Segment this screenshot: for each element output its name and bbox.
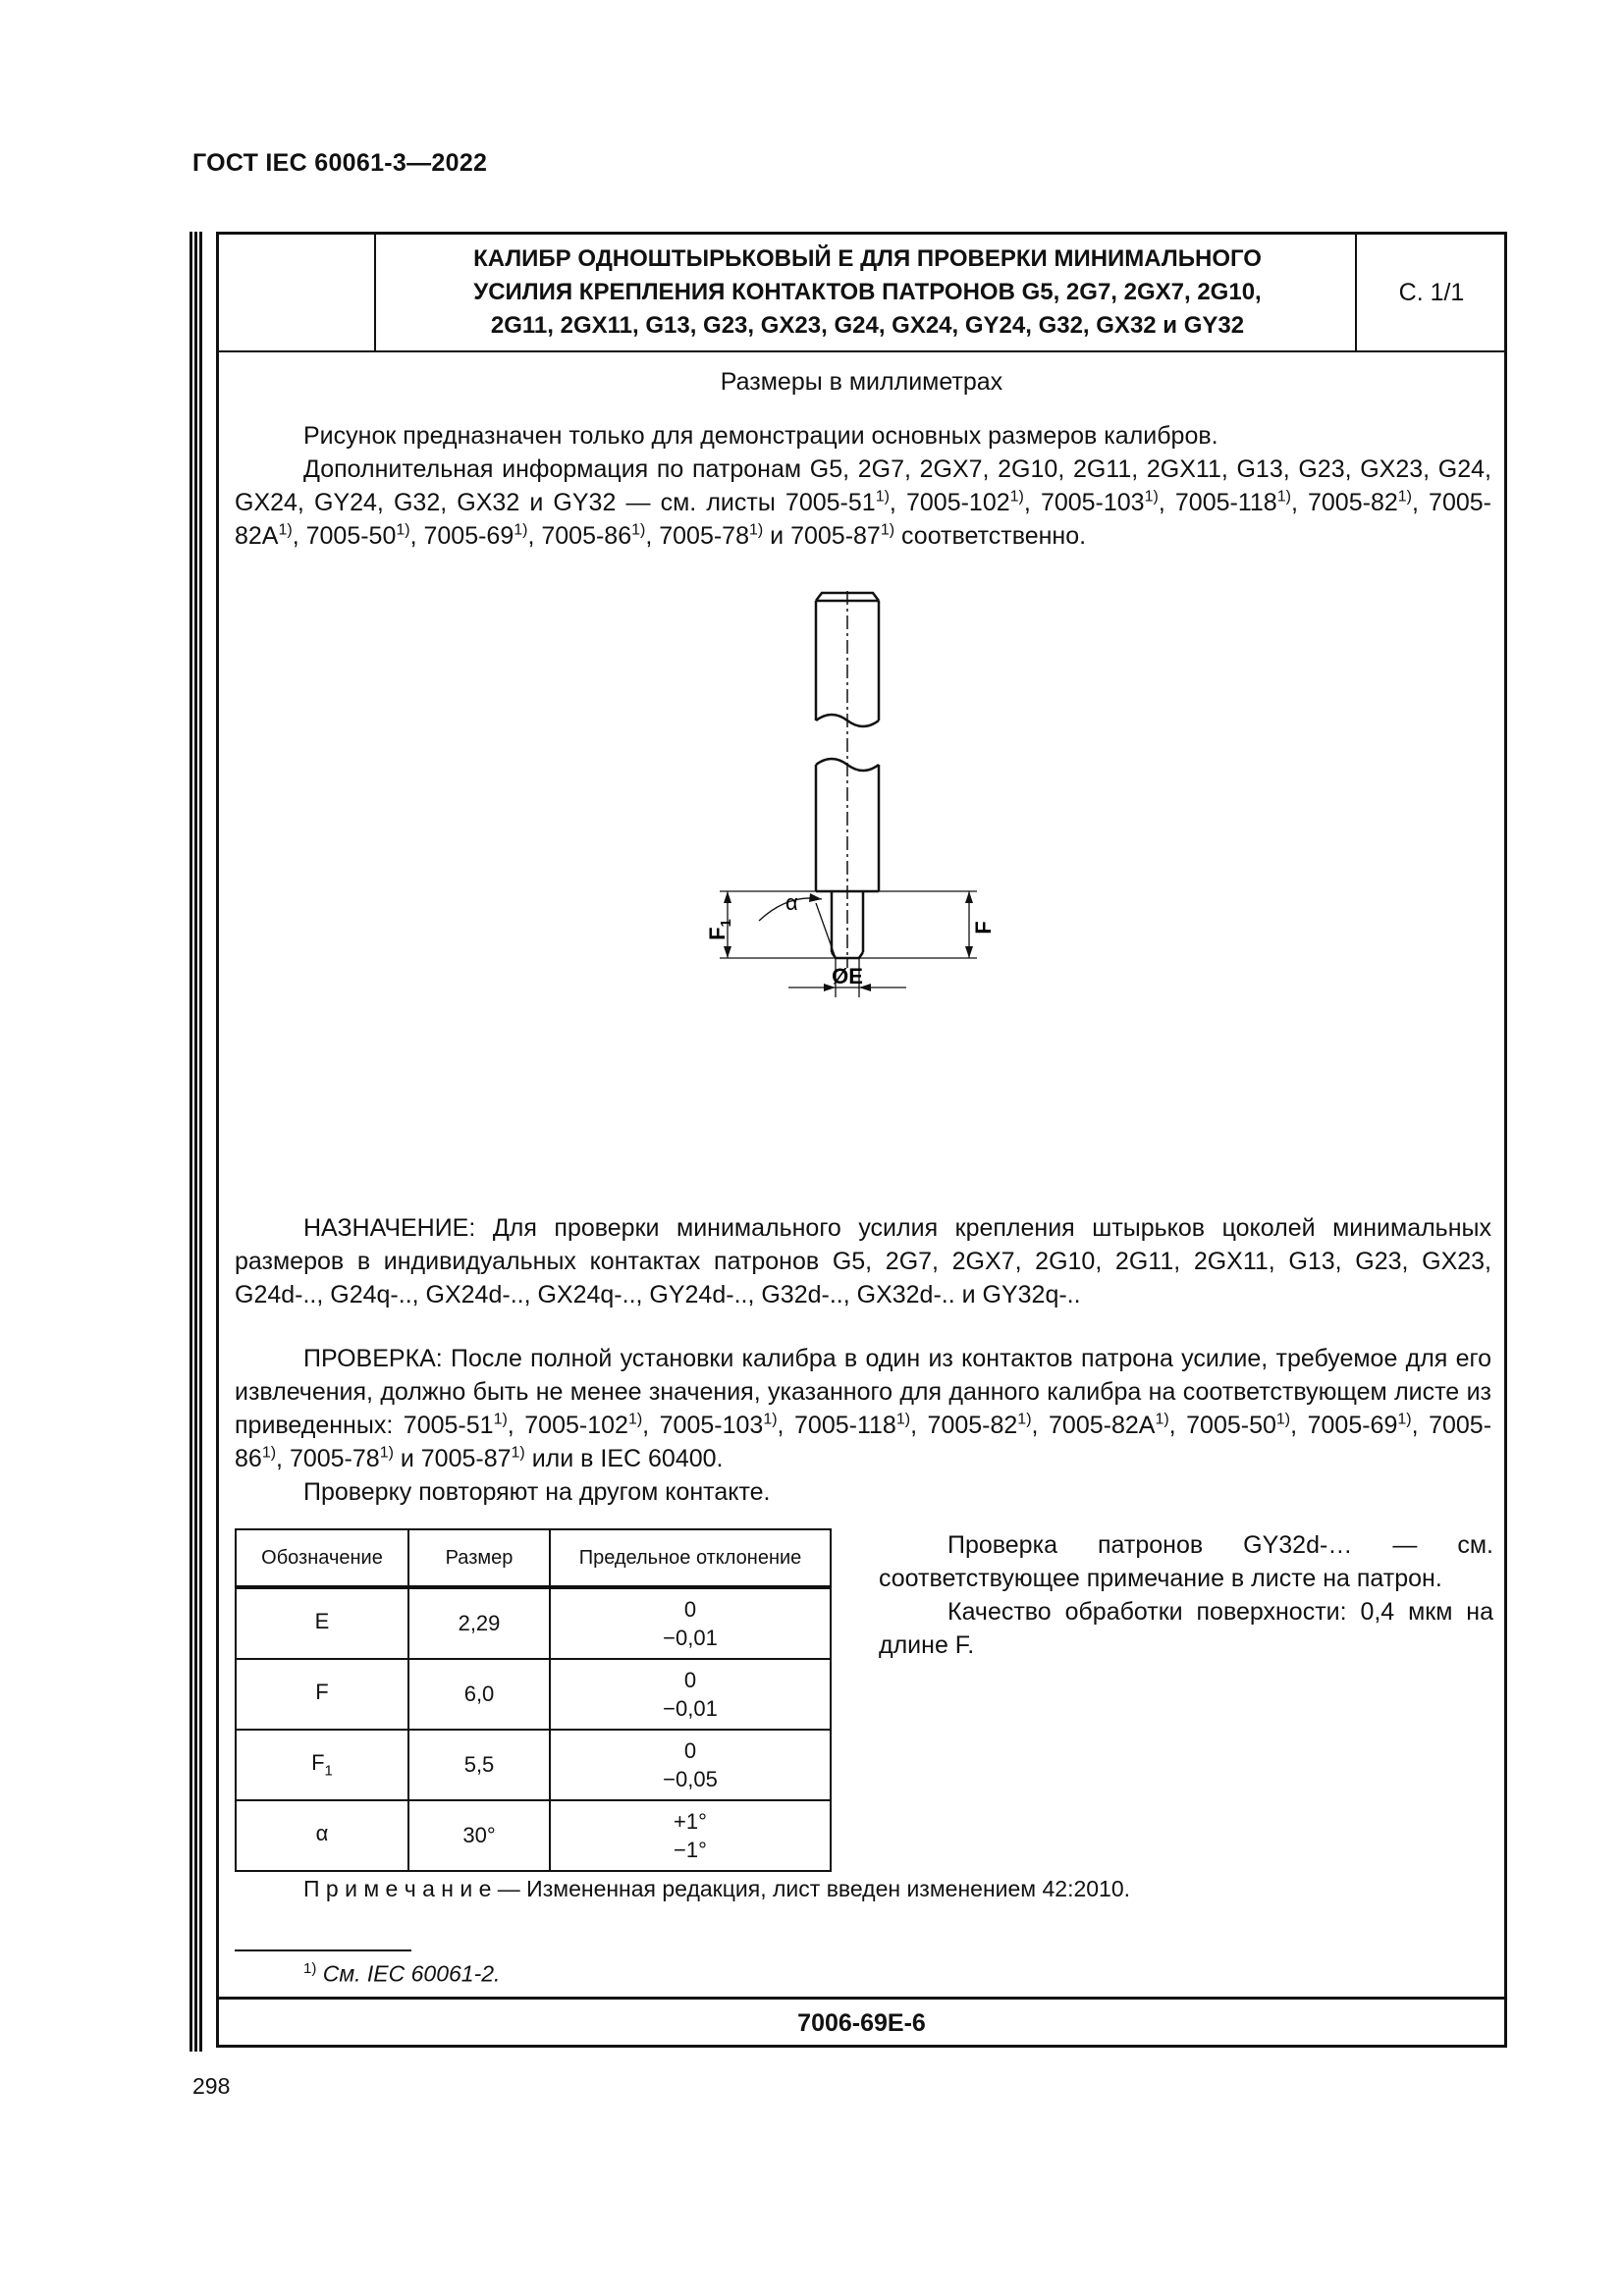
sheet-frame bbox=[216, 232, 1507, 2048]
check-repeat-paragraph: Проверку повторяют на другом контакте. bbox=[303, 1478, 771, 1506]
check-paragraph: ПРОВЕРКА: После полной установки калибра в один из контактов патрона усилие, требуемое для его извлечения, должно быть не менее значения, указанного для данного калибра на соответствующем листе из приведенных: 7005-51$^{1)}$, 7005-102$^{1)}$, 7005-103$^{1)}$, 7005-118$^{1)}$, 7005-82$^{1)}$, $7005-82A^{1)}$, 7005-50$^{1)}$, 7005-69$^{1)}$, 7005-86$^{1)}$, 7005-78$^{1)}$ и 7005-87$^{1)}$ или в IEC 60400. bbox=[235, 1345, 1492, 1472]
gauge-drawing bbox=[690, 593, 1014, 988]
sheet-title-line-2: УСИЛИЯ КРЕПЛЕНИЯ КОНТАКТОВ ПАТРОНОВ G5, 2G7, 2GX7, 2G10, bbox=[473, 279, 1262, 305]
sheet-page-number: С. 1/1 bbox=[1355, 235, 1506, 350]
size-cell: 30° bbox=[408, 1800, 550, 1871]
symbol-cell: α bbox=[236, 1800, 408, 1871]
diameter-e-label: ØE bbox=[832, 964, 863, 988]
table-row bbox=[236, 1587, 831, 1659]
size-cell: 5,5 bbox=[408, 1730, 550, 1800]
symbol-cell: E bbox=[236, 1587, 408, 1659]
sheet-code: 7006-69E-6 bbox=[219, 1997, 1504, 2048]
document-code: ГОСТ IEC 60061-3—2022 bbox=[192, 149, 488, 177]
column-header: Обозначение bbox=[236, 1529, 408, 1587]
side-note-paragraph-1: Проверка патронов GY32d-… — см. соответствующее примечание в листе на патрон. bbox=[879, 1531, 1493, 1592]
f-label bbox=[971, 921, 996, 934]
symbol-cell: F bbox=[236, 1659, 408, 1730]
table-row bbox=[236, 1730, 831, 1800]
footnote: $^{1)}$ См. IEC 60061-2. bbox=[303, 1960, 501, 1987]
size-cell: 2,29 bbox=[408, 1587, 550, 1659]
sheet-title bbox=[376, 235, 1359, 350]
page-number: 298 bbox=[192, 2073, 231, 2099]
footnote-separator bbox=[235, 1949, 411, 1951]
sheet-title-line-3: 2G11, 2GX11, G13, G23, GX23, G24, GX24, GY24, G32, GX32 и GY32 bbox=[490, 312, 1245, 339]
table-header-row bbox=[236, 1529, 831, 1587]
units-caption: Размеры в миллиметрах bbox=[720, 368, 1003, 396]
size-cell: 6,0 bbox=[408, 1659, 550, 1730]
purpose-paragraph: НАЗНАЧЕНИЕ: Для проверки минимального усилия крепления штырьков цоколей минимальных размеров в индивидуальных контактах патронов G5, 2G7, 2GX7, 2G10, 2G11, 2GX11, G13, G23, GX23, G24d-.., G24q-.., GX24d-.., GX24q-.., GY24d-.., G32d-.., GX32d-.. и GY32q-.. bbox=[235, 1214, 1491, 1308]
table-row bbox=[236, 1659, 831, 1730]
dimensions-table bbox=[235, 1528, 832, 1872]
intro-paragraph-1: Рисунок предназначен только для демонстрации основных размеров калибров. bbox=[303, 422, 1218, 450]
tolerance-cell: 0 −0,01 bbox=[550, 1587, 831, 1659]
sheet-title-line-1: КАЛИБР ОДНОШТЫРЬКОВЫЙ E ДЛЯ ПРОВЕРКИ МИНИМАЛЬНОГО bbox=[473, 245, 1262, 272]
title-block bbox=[219, 235, 1504, 352]
tolerance-cell: 0 −0,05 bbox=[550, 1730, 831, 1800]
svg-text:F: F bbox=[971, 921, 996, 934]
column-header: Предельное отклонение bbox=[550, 1529, 831, 1587]
f1-label bbox=[705, 919, 734, 940]
alpha-label: α bbox=[785, 890, 798, 915]
column-header: Размер bbox=[408, 1529, 550, 1587]
tolerance-cell: 0 −0,01 bbox=[550, 1659, 831, 1730]
title-block-left-cell bbox=[219, 235, 376, 350]
intro-paragraph-2: Дополнительная информация по патронам G5, 2G7, 2GX7, 2G10, 2G11, 2GX11, G13, G23, GX23, G24, GX24, GY24, G32, GX32 и GY32 — см. листы 7005-51$^{1)}$, 7005-102$^{1)}$, 7005-103$^{1)}$, 7005-118$^{1)}$, 7005-82$^{1)}$, $7005-82A^{1)}$, 7005-50$^{1)}$, 7005-69$^{1)}$, 7005-86$^{1)}$, 7005-78$^{1)}$ и 7005-87$^{1)}$ соответственно. bbox=[235, 455, 1491, 550]
binding-margin-lines bbox=[189, 232, 203, 2052]
amendment-note: П р и м е ч а н и е — Измененная редакция, лист введен изменением 42:2010. bbox=[303, 1876, 1131, 1901]
symbol-cell: $F_1$ bbox=[236, 1730, 408, 1800]
tolerance-cell: +1° −1° bbox=[550, 1800, 831, 1871]
svg-text:F1: $F_1$ bbox=[705, 919, 734, 940]
side-note-paragraph-2: Качество обработки поверхности: 0,4 мкм на длине F. bbox=[879, 1598, 1493, 1659]
table-row bbox=[236, 1800, 831, 1871]
